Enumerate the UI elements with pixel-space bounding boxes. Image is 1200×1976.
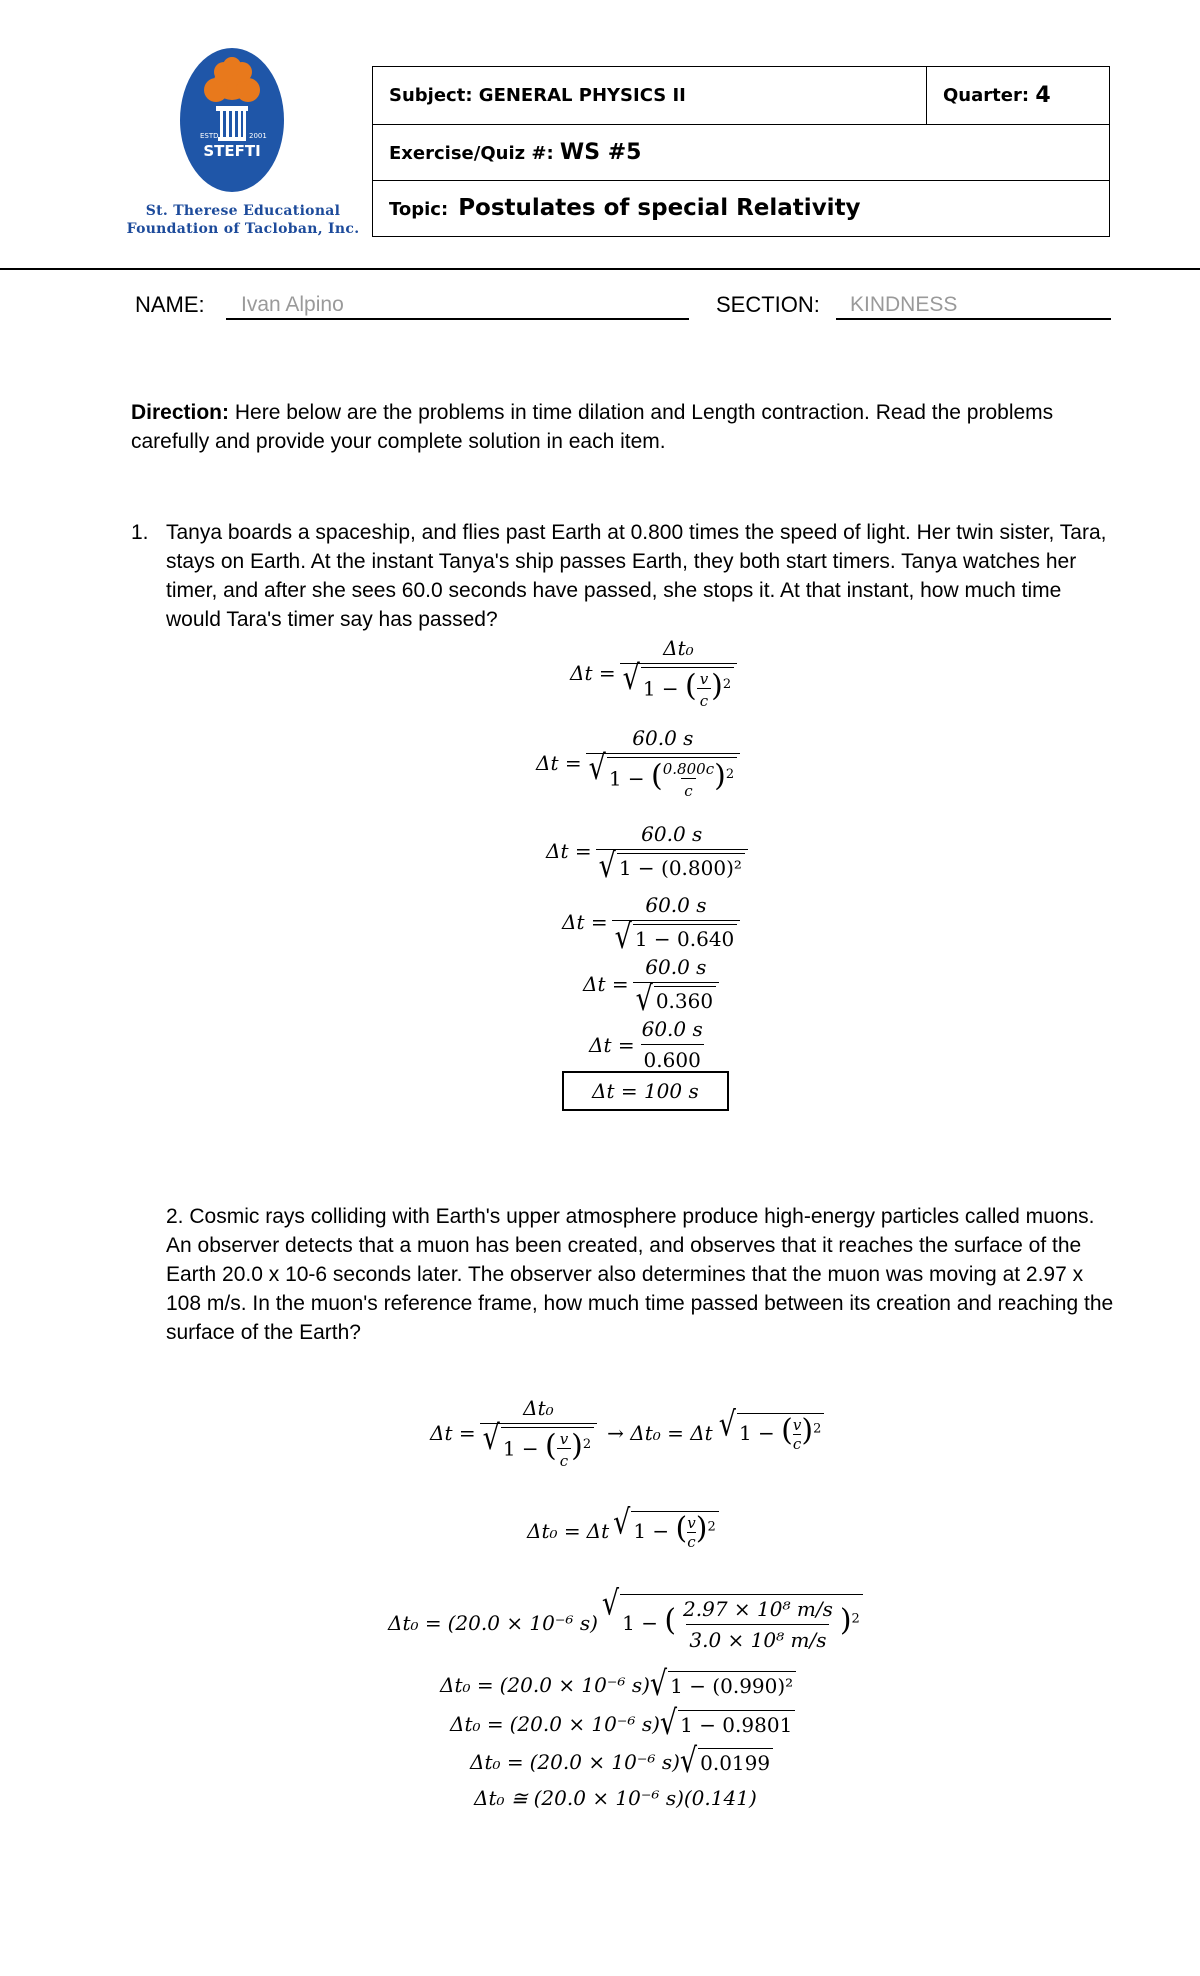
p1-step4-numerator: 60.0 s xyxy=(645,893,707,917)
logo-estd-year: 2001 xyxy=(249,132,267,140)
problem-1-number: 1. xyxy=(131,521,149,544)
direction-paragraph xyxy=(131,398,1121,456)
p1-step2: Δt = 60.0 s √ 1 − ( $\frac{0.800c}{c}$ )$^2$ xyxy=(536,726,744,800)
p2-step5: Δt₀ = (20.0 × 10⁻⁶ s) √ 1 − 0.9801 xyxy=(450,1710,795,1737)
header-row-topic xyxy=(373,180,1109,236)
p2-step6: Δt₀ = (20.0 × 10⁻⁶ s) √ 0.0199 xyxy=(470,1748,773,1775)
subject-cell xyxy=(373,67,927,124)
topic-label: Topic: xyxy=(389,199,449,220)
quarter-label: Quarter: xyxy=(943,85,1030,106)
p2-step4: Δt₀ = (20.0 × 10⁻⁶ s) √ 1 − (0.990)² xyxy=(440,1671,796,1698)
p2-step1: Δt = Δt₀ √ 1 − ( $\frac{v}{c}$ )$^2$ → Δt₀ = Δt √ 1 − ( $\frac{v}{c}$ )$^2$ xyxy=(430,1396,824,1470)
p1-step1-lhs: Δt = xyxy=(570,661,616,685)
exercise-cell xyxy=(373,140,641,165)
p1-step5-radicand: 0.360 xyxy=(654,986,716,1013)
header-row-exercise xyxy=(373,124,1109,181)
p2-step1-arrow: → Δt₀ = Δt xyxy=(607,1421,713,1445)
p1-answer xyxy=(562,1071,729,1111)
p1-step6 xyxy=(589,1017,710,1072)
p2-step4-radicand: 1 − (0.990)² xyxy=(668,1671,796,1698)
p1-answer-box: Δt = 100 s xyxy=(562,1071,729,1111)
p2-step6-radicand: 0.0199 xyxy=(698,1748,773,1775)
p1-step2-lhs: Δt = xyxy=(536,751,582,775)
p1-step5-numerator: 60.0 s xyxy=(645,955,707,979)
p2-step3-v-value: 2.97 × 10⁸ m/s xyxy=(683,1597,833,1621)
exercise-label: Exercise/Quiz #: xyxy=(389,142,554,164)
problem-2-text: Cosmic rays colliding with Earth's upper atmosphere produce high-energy particles called muons. An observer detects that a muon has been created, and observes that it reaches the surface of the Earth 20.0 x 10-6 seconds later. The observer also determines that the muon was moving at 2.97 x 108 m/s. In the muon's reference frame, how much time passed between its creation and reaching the surface of the Earth? xyxy=(166,1205,1114,1344)
problem-2-number: 2. xyxy=(166,1205,184,1228)
exercise-value: WS #5 xyxy=(559,139,642,165)
p1-step3-lhs: Δt = xyxy=(546,839,592,863)
school-name-line1: St. Therese Educational xyxy=(145,203,341,219)
p1-step6-denominator: 0.600 xyxy=(641,1044,704,1072)
p2-step3: Δt₀ = (20.0 × 10⁻⁶ s) √ 1 − ( $\frac{\text{2.97 × 10⁸ m/s}}{\text{3.0 × 10⁸ m/s}}$ )$^2$ xyxy=(388,1594,863,1652)
p1-step6-numerator: 60.0 s xyxy=(641,1017,703,1041)
problem-2 xyxy=(131,1202,1121,1347)
quarter-cell xyxy=(927,83,1109,108)
p1-step4-radicand: 1 − 0.640 xyxy=(633,924,737,951)
p1-step1-one-minus: 1 − xyxy=(642,676,679,701)
p2-step3-prefix: (20.0 × 10⁻⁶ s) xyxy=(447,1611,598,1635)
name-value[interactable]: Ivan Alpino xyxy=(241,293,344,316)
section-label: SECTION: xyxy=(716,292,820,317)
p2-step4-lhs: Δt₀ = xyxy=(440,1672,494,1697)
header-row-subject xyxy=(373,67,1109,125)
header-table xyxy=(372,66,1110,237)
p1-step1-numerator: Δt₀ xyxy=(663,636,694,660)
p2-step3-c-value: 3.0 × 10⁸ m/s xyxy=(686,1624,829,1652)
name-underline xyxy=(226,318,689,320)
p1-step5-lhs: Δt = xyxy=(583,972,629,996)
p1-step6-lhs: Δt = xyxy=(589,1032,635,1057)
p2-step1-numerator: Δt₀ xyxy=(523,1396,554,1420)
p2-step1-lhs: Δt = xyxy=(430,1421,476,1445)
p1-step2-numerator: 60.0 s xyxy=(632,726,694,750)
logo-acronym: STEFTI xyxy=(203,142,261,160)
subject-label: Subject: xyxy=(389,85,473,106)
name-label: NAME: xyxy=(135,292,205,317)
p2-step3-lhs: Δt₀ = xyxy=(388,1611,442,1635)
p1-step3-radicand: 1 − (0.800)² xyxy=(617,853,745,880)
p2-step6-lhs: Δt₀ = xyxy=(470,1749,524,1774)
p2-step2-dt: Δt xyxy=(586,1519,610,1543)
topic-value: Postulates of special Relativity xyxy=(458,195,861,221)
p1-step4: Δt = 60.0 s √ 1 − 0.640 xyxy=(562,893,744,951)
p2-step5-lhs: Δt₀ = xyxy=(450,1711,504,1736)
p2-step6-prefix: (20.0 × 10⁻⁶ s) xyxy=(529,1749,680,1774)
logo-estd-label: ESTD xyxy=(200,132,219,140)
torch-icon xyxy=(216,106,248,141)
topic-cell xyxy=(373,195,861,221)
direction-label: Direction: xyxy=(131,401,230,424)
p2-step7 xyxy=(474,1786,757,1810)
p1-step2-ratio-num: 0.800c xyxy=(662,760,715,778)
p2-step7-lhs: Δt₀ ≅ xyxy=(474,1786,528,1810)
direction-text: Here below are the problems in time dilation and Length contraction. Read the problems carefully and provide your complete solution in each item. xyxy=(131,401,1054,453)
p1-step4-lhs: Δt = xyxy=(562,910,608,934)
school-name xyxy=(118,202,368,238)
problem-1-text: Tanya boards a spaceship, and flies past Earth at 0.800 times the speed of light. Her twin sister, Tara, stays on Earth. At the instant Tanya's ship passes Earth, they both start timers. Tanya watches her timer, and after she sees 60.0 seconds have passed, she stops it. At that instant, how much time would Tara's timer say has passed? xyxy=(166,521,1107,631)
p1-step1: Δt = Δt₀ √ 1 − ( $\frac{v}{c}$ )$^2$ xyxy=(570,636,741,710)
p1-step3: Δt = 60.0 s √ 1 − (0.800)² xyxy=(546,822,752,880)
p2-step2-lhs: Δt₀ = xyxy=(527,1519,581,1543)
p1-step2-ratio-den: c xyxy=(681,778,695,800)
p2-step5-prefix: (20.0 × 10⁻⁶ s) xyxy=(509,1711,660,1736)
p1-step2-one-minus: 1 − xyxy=(608,766,645,791)
p1-step5: Δt = 60.0 s √ 0.360 xyxy=(583,955,723,1013)
school-name-line2: Foundation of Tacloban, Inc. xyxy=(126,221,360,237)
header-divider xyxy=(0,268,1200,270)
p1-step3-numerator: 60.0 s xyxy=(641,822,703,846)
p2-step5-radicand: 1 − 0.9801 xyxy=(678,1710,795,1737)
p2-step7-rhs: (20.0 × 10⁻⁶ s)(0.141) xyxy=(533,1786,757,1810)
quarter-value: 4 xyxy=(1035,83,1051,108)
problem-1 xyxy=(131,518,1121,634)
subject-value: GENERAL PHYSICS II xyxy=(478,85,686,106)
p2-step2: Δt₀ = Δt √ 1 − ( $\frac{v}{c}$ )$^2$ xyxy=(527,1511,719,1551)
p2-step4-prefix: (20.0 × 10⁻⁶ s) xyxy=(499,1672,650,1697)
section-underline xyxy=(836,318,1111,320)
section-value[interactable]: KINDNESS xyxy=(850,293,958,316)
